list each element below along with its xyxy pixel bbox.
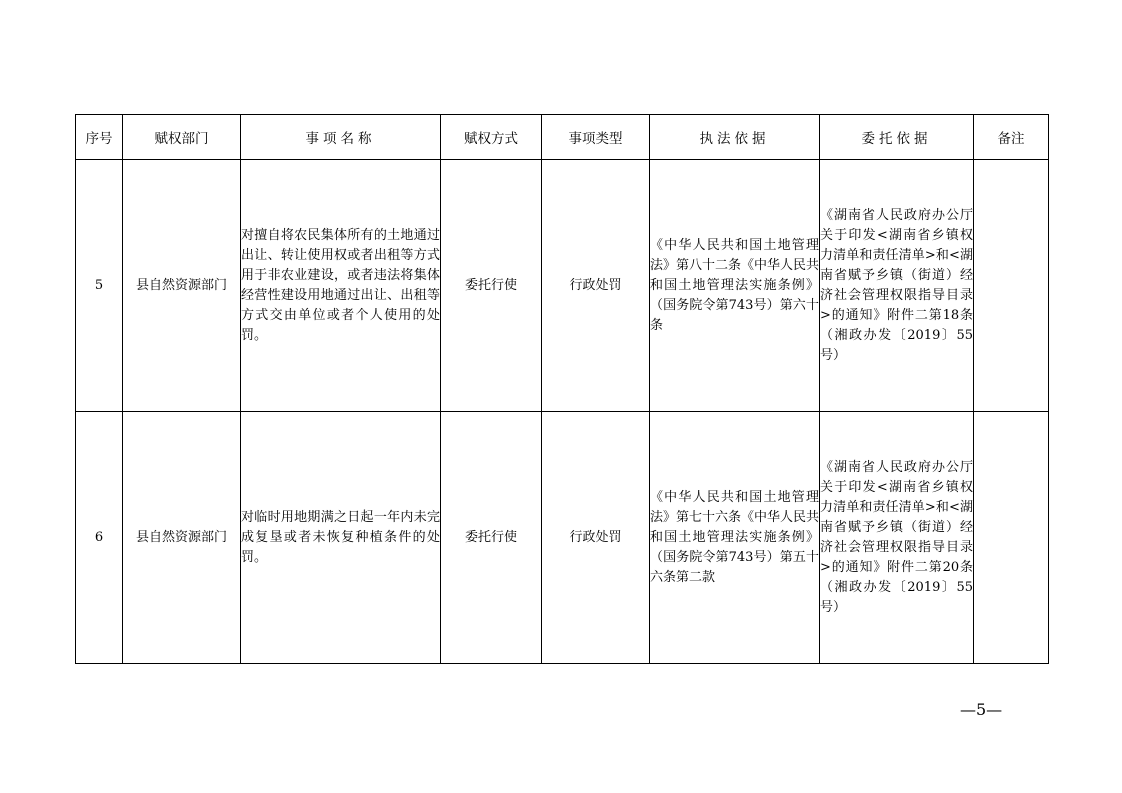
- header-department: 赋权部门: [123, 115, 241, 160]
- header-method: 赋权方式: [441, 115, 542, 160]
- header-item-name: 事项名称: [241, 115, 441, 160]
- authority-table: [75, 114, 1049, 664]
- cell-entrust-basis: 《湖南省人民政府办公厅关于印发<湖南省乡镇权力清单和责任清单>和<湖南省赋予乡镇（街道）经济社会管理权限指导目录>的通知》附件二第20条（湘政办发〔2019〕55号）: [820, 412, 974, 664]
- cell-entrust-basis: 《湖南省人民政府办公厅关于印发<湖南省乡镇权力清单和责任清单>和<湖南省赋予乡镇（街道）经济社会管理权限指导目录>的通知》附件二第18条（湘政办发〔2019〕55号）: [820, 160, 974, 412]
- cell-method: 委托行使: [441, 160, 542, 412]
- header-entrust-basis: 委托依据: [820, 115, 974, 160]
- header-type: 事项类型: [542, 115, 650, 160]
- cell-legal-basis: 《中华人民共和国土地管理法》第七十六条《中华人民共和国土地管理法实施条例》（国务院令第743号）第五十六条第二款: [650, 412, 820, 664]
- cell-department: 县自然资源部门: [123, 160, 241, 412]
- cell-seq: 5: [76, 160, 123, 412]
- cell-remark: [974, 160, 1049, 412]
- cell-legal-basis: 《中华人民共和国土地管理法》第八十二条《中华人民共和国土地管理法实施条例》（国务院令第743号）第六十条: [650, 160, 820, 412]
- header-remark: 备注: [974, 115, 1049, 160]
- table-header-row: [76, 115, 1049, 160]
- cell-type: 行政处罚: [542, 160, 650, 412]
- header-seq: 序号: [76, 115, 123, 160]
- table-row: [76, 160, 1049, 412]
- cell-method: 委托行使: [441, 412, 542, 664]
- cell-seq: 6: [76, 412, 123, 664]
- cell-department: 县自然资源部门: [123, 412, 241, 664]
- cell-remark: [974, 412, 1049, 664]
- cell-item-name: 对擅自将农民集体所有的土地通过出让、转让使用权或者出租等方式用于非农业建设，或者违法将集体经营性建设用地通过出让、出租等方式交由单位或者个人使用的处罚。: [241, 160, 441, 412]
- header-legal-basis: 执法依据: [650, 115, 820, 160]
- table-row: [76, 412, 1049, 664]
- cell-item-name: 对临时用地期满之日起一年内未完成复垦或者未恢复种植条件的处罚。: [241, 412, 441, 664]
- cell-type: 行政处罚: [542, 412, 650, 664]
- page-number: —5—: [960, 700, 1003, 719]
